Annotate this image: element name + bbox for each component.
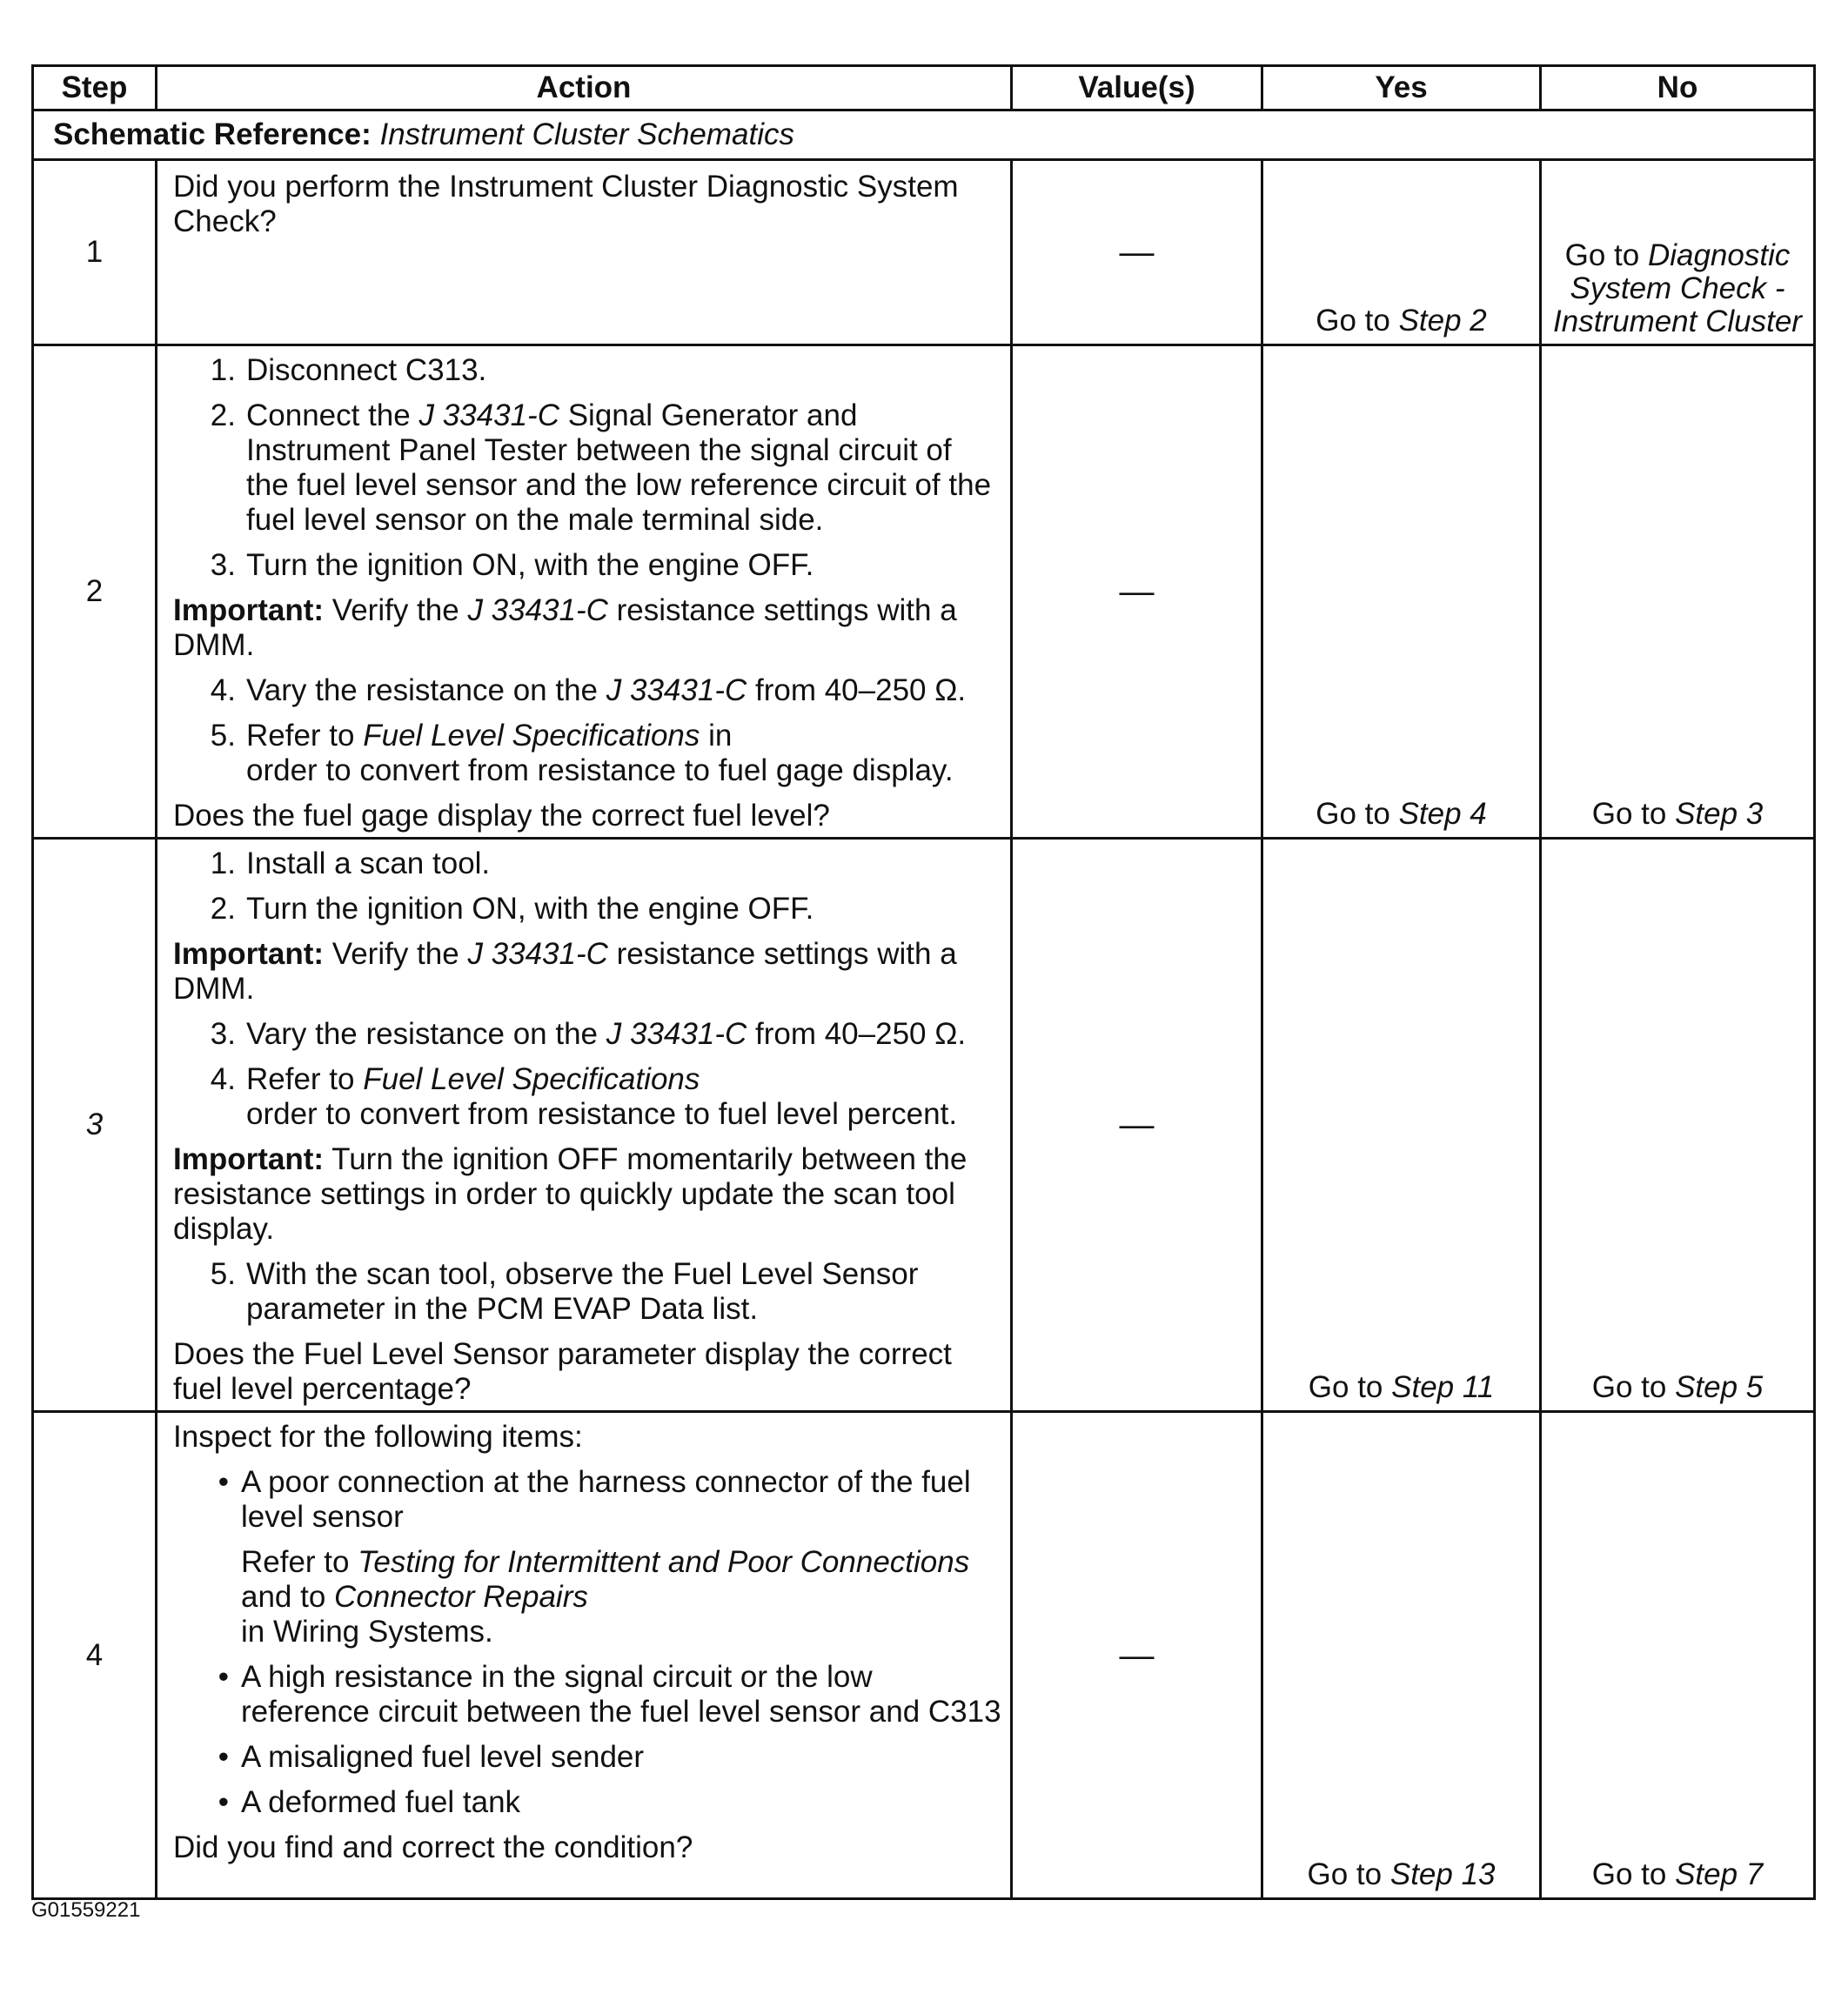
no-cell: Go to Step 5	[1541, 839, 1815, 1412]
schematic-reference	[33, 110, 1815, 160]
header-values: Value(s)	[1012, 66, 1262, 110]
yes-link: Step 2	[1398, 304, 1487, 338]
schematic-reference-label: Schematic Reference:	[53, 117, 372, 151]
action-item: 1. Install a scan tool.	[210, 846, 491, 880]
action-item: 3. Vary the resistance on the J 33431-C from 40–250 Ω.	[210, 1017, 967, 1051]
no-link: Step 7	[1675, 1857, 1764, 1891]
bullet-item: • A deformed fuel tank	[218, 1785, 521, 1819]
no-link: Step 5	[1675, 1370, 1764, 1404]
schematic-reference-row	[33, 110, 1815, 160]
important-note: Important: Verify the J 33431-C resistance settings with a DMM.	[173, 593, 957, 662]
spec-ref: Fuel Level Specifications	[363, 719, 700, 753]
action-item: 3. Turn the ignition ON, with the engine OFF.	[210, 548, 814, 582]
diagnostic-table	[31, 64, 1816, 1900]
step-number: 1	[33, 160, 157, 345]
yes-cell: Go to Step 4	[1262, 345, 1541, 839]
action-cell	[157, 839, 1012, 1412]
value-cell: —	[1012, 160, 1262, 345]
action-intro: Inspect for the following items:	[173, 1420, 583, 1454]
schematic-reference-link: Instrument Cluster Schematics	[379, 117, 795, 151]
step-number: 4	[33, 1412, 157, 1899]
value-cell: —	[1012, 1412, 1262, 1899]
yes-link: Step 13	[1389, 1857, 1496, 1891]
yes-link: Step 11	[1391, 1370, 1495, 1404]
action-item: 5. With the scan tool, observe the Fuel Level Sensor parameter in the PCM EVAP Data list.	[210, 1257, 919, 1326]
action-question: Did you perform the Instrument Cluster Diagnostic System Check?	[173, 170, 959, 238]
action-item: 4. Vary the resistance on the J 33431-C from 40–250 Ω.	[210, 673, 967, 707]
important-note: Important: Verify the J 33431-C resistance settings with a DMM.	[173, 937, 957, 1006]
no-cell: Go to Step 7	[1541, 1412, 1815, 1899]
table-row	[33, 839, 1815, 1412]
doc-ref: Testing for Intermittent and Poor Connections	[358, 1545, 970, 1579]
yes-cell: Go to Step 13	[1262, 1412, 1541, 1899]
action-item: 1. Disconnect C313.	[210, 353, 487, 387]
doc-ref: Connector Repairs	[334, 1580, 588, 1614]
header-step: Step	[33, 66, 157, 110]
header-action: Action	[157, 66, 1012, 110]
figure-id: G01559221	[31, 1898, 141, 1922]
no-link: Diagnostic System Check - Instrument Cluster	[1553, 238, 1802, 338]
action-item: 2. Turn the ignition ON, with the engine OFF.	[210, 892, 814, 926]
spec-ref: Fuel Level Specifications	[363, 1062, 700, 1096]
table-row	[33, 345, 1815, 839]
action-cell	[157, 160, 1012, 345]
bullet-subtext: Refer to Testing for Intermittent and Poor Connections and to Connector Repairs in Wiring Systems.	[241, 1545, 970, 1649]
value-cell: —	[1012, 839, 1262, 1412]
yes-link: Step 4	[1398, 797, 1487, 831]
action-question: Does the fuel gage display the correct fuel level?	[173, 799, 830, 833]
bullet-item: • A misaligned fuel level sender	[218, 1740, 645, 1774]
table-row	[33, 160, 1815, 345]
tool-ref: J 33431-C	[418, 398, 559, 432]
table-header-row	[33, 66, 1815, 110]
no-cell: Go to Step 3	[1541, 345, 1815, 839]
no-cell: Go to Diagnostic System Check - Instrument Cluster	[1541, 160, 1815, 345]
header-no: No	[1541, 66, 1815, 110]
action-item: 5. Refer to Fuel Level Specifications in order to convert from resistance to fuel gage display.	[210, 719, 954, 787]
action-question: Did you find and correct the condition?	[173, 1830, 693, 1864]
header-yes: Yes	[1262, 66, 1541, 110]
bullet-item: • A poor connection at the harness connector of the fuel level sensor	[218, 1465, 971, 1534]
table-row	[33, 1412, 1815, 1899]
yes-cell: Go to Step 2	[1262, 160, 1541, 345]
yes-cell: Go to Step 11	[1262, 839, 1541, 1412]
action-cell	[157, 1412, 1012, 1899]
action-question: Does the Fuel Level Sensor parameter display the correct fuel level percentage?	[173, 1337, 952, 1406]
action-item: 4. Refer to Fuel Level Specifications order to convert from resistance to fuel level percent.	[210, 1062, 958, 1131]
important-note: Important: Turn the ignition OFF momentarily between the resistance settings in order to quickly update the scan tool display.	[173, 1142, 968, 1246]
step-number: 2	[33, 345, 157, 839]
no-link: Step 3	[1675, 797, 1764, 831]
value-cell: —	[1012, 345, 1262, 839]
action-item: 2. Connect the J 33431-C Signal Generator and Instrument Panel Tester between the signal circuit of the fuel level sensor and the low reference circuit of the fuel level sensor on the male terminal side.	[210, 398, 992, 537]
bullet-item: • A high resistance in the signal circuit or the low reference circuit between the fuel level sensor and C313	[218, 1660, 1001, 1729]
action-cell	[157, 345, 1012, 839]
step-number: 3	[33, 839, 157, 1412]
